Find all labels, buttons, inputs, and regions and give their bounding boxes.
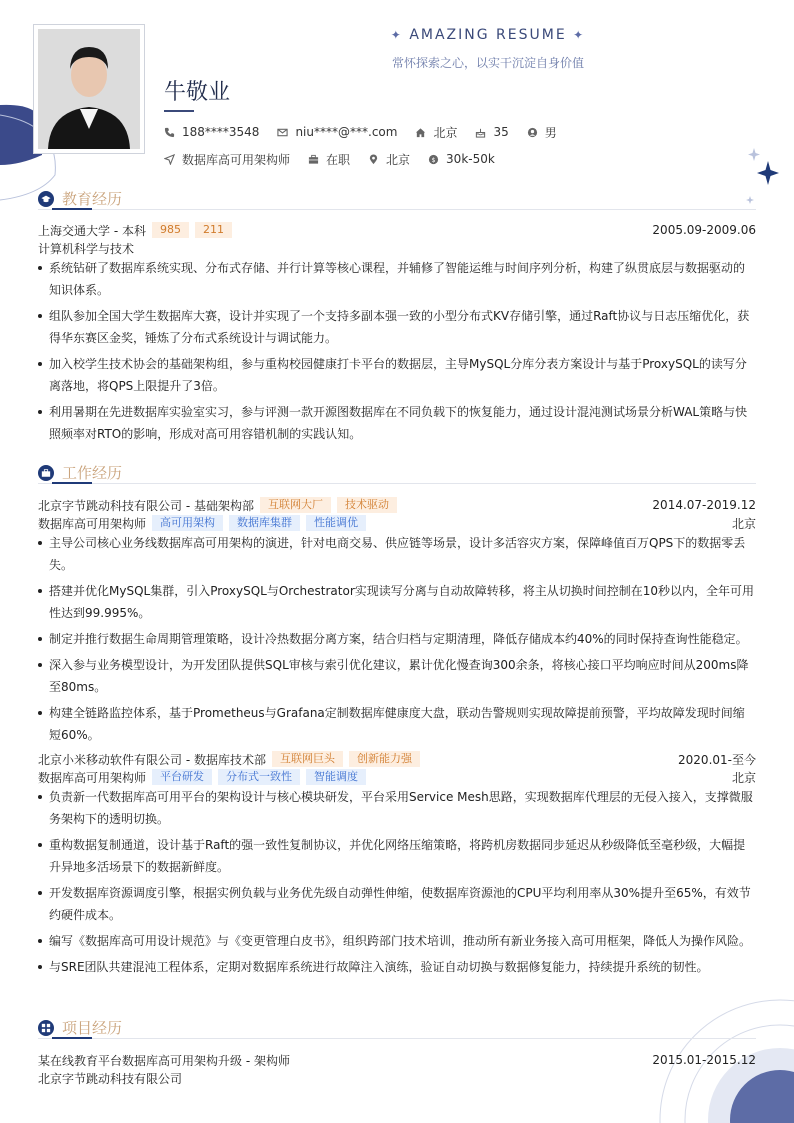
- role-tag: 性能调优: [306, 515, 366, 531]
- work-role-row: [38, 514, 756, 532]
- list-item: 利用暑期在先进数据库实验室实习，参与评测一款开源图数据库在不同负载下的恢复能力，通过设计混沌测试场景分析WAL策略与快照频率对RTO的影响，形成对高可用容错机制的实践认知。: [38, 401, 756, 445]
- company-tag: 互联网大厂: [260, 497, 331, 513]
- section-divider: [38, 209, 756, 210]
- company-tag: 技术驱动: [337, 497, 397, 513]
- user-icon: [527, 127, 538, 138]
- briefcase-icon: [308, 154, 319, 165]
- gender-text: 男: [544, 125, 557, 140]
- major-name: 计算机科学与技术: [38, 241, 135, 256]
- age-item: [475, 125, 508, 139]
- contact-row: [164, 124, 571, 140]
- position-text: 数据库高可用架构师: [182, 152, 291, 167]
- work-entry-header: [38, 496, 756, 514]
- cake-icon: [475, 127, 486, 138]
- status-text: 在职: [326, 152, 351, 167]
- school-tag: 985: [152, 222, 189, 238]
- project-entry-header: [38, 1051, 756, 1069]
- avatar: [38, 29, 140, 149]
- work-section-header: [38, 462, 756, 484]
- list-item: 加入校学生技术协会的基础架构组，参与重构校园健康打卡平台的数据层，主导MySQL分库分表方案设计与基于ProxySQL的读写分离落地，将QPS上限提升了3倍。: [38, 353, 756, 397]
- avatar-frame: [33, 24, 145, 154]
- email-icon: [277, 127, 288, 138]
- phone-item: [164, 125, 259, 139]
- role-name: 数据库高可用架构师: [38, 516, 147, 531]
- role-tag: 平台研发: [152, 769, 212, 785]
- list-item: 负责新一代数据库高可用平台的架构设计与核心模块研发，平台采用Service Mesh思路，实现数据库代理层的无侵入接入，支撑微服务架构下的透明切换。: [38, 786, 756, 830]
- city-text: 北京: [433, 125, 458, 140]
- resume-title-text: AMAZING RESUME: [409, 27, 567, 43]
- list-item: 编写《数据库高可用设计规范》与《变更管理白皮书》，组织跨部门技术培训，推动所有新业务接入高可用框架，降低人为操作风险。: [38, 930, 756, 952]
- company-name: 北京字节跳动科技有限公司 - 基础架构部: [38, 498, 254, 513]
- education-major-row: [38, 239, 756, 257]
- resume-title: ✦ AMAZING RESUME ✦: [390, 27, 586, 43]
- list-item: 构建全链路监控体系，基于Prometheus与Grafana定制数据库健康度大盘，联动告警规则实现故障提前预警，平均故障发现时间缩短60%。: [38, 702, 756, 746]
- list-item: 深入参与业务模型设计，为开发团队提供SQL审核与索引优化建议，累计优化慢查询300余条，将核心接口平均响应时间从200ms降至80ms。: [38, 654, 756, 698]
- work-bullets: [38, 786, 756, 982]
- list-item: 主导公司核心业务线数据库高可用架构的演进，针对电商交易、供应链等场景，设计多活容灾方案，保障峰值百万QPS下的数据零丢失。: [38, 532, 756, 576]
- list-item: 开发数据库资源调度引擎，根据实例负载与业务优先级自动弹性伸缩，使数据库资源池的CPU平均利用率从30%提升至65%，有效节约硬件成本。: [38, 882, 756, 926]
- work-location: 北京: [731, 770, 756, 785]
- education-date: 2005.09-2009.06: [652, 223, 756, 237]
- work-location: 北京: [731, 516, 756, 531]
- project-company-row: [38, 1069, 756, 1087]
- education-bullets: [38, 257, 756, 449]
- project-company: 北京字节跳动科技有限公司: [38, 1071, 183, 1086]
- briefcase-section-icon: [38, 465, 54, 481]
- section-divider: [38, 1038, 756, 1039]
- salary-text: 30k-50k: [446, 152, 495, 166]
- email-item: [277, 125, 397, 139]
- work-date: 2014.07-2019.12: [652, 498, 756, 512]
- home-icon: [415, 127, 426, 138]
- work-role-row: [38, 768, 756, 786]
- age-text: 35: [493, 125, 509, 139]
- location-pin-icon: [368, 154, 379, 165]
- project-date: 2015.01-2015.12: [652, 1053, 756, 1067]
- school-name: 上海交通大学 - 本科: [38, 223, 146, 238]
- position-item: [164, 151, 290, 168]
- list-item: 系统钻研了数据库系统实现、分布式存储、并行计算等核心课程，并辅修了智能运维与时间序列分析，构建了纵贯底层与数据驱动的知识体系。: [38, 257, 756, 301]
- salary-item: [428, 152, 495, 166]
- school-tag: 211: [195, 222, 232, 238]
- project-section-title: 项目经历: [62, 1019, 123, 1037]
- education-section-title: 教育经历: [62, 190, 123, 208]
- role-tag: 高可用架构: [152, 515, 223, 531]
- candidate-name: 牛敬业: [164, 80, 231, 105]
- section-divider: [38, 483, 756, 484]
- phone-text: 188****3548: [182, 125, 260, 139]
- education-entry-header: [38, 221, 756, 239]
- company-tag: 创新能力强: [349, 751, 420, 767]
- list-item: 组队参加全国大学生数据库大赛，设计并实现了一个支持多副本强一致的小型分布式KV存储引擎，通过Raft协议与日志压缩优化，获得华东赛区金奖，锤炼了分布式系统设计与调试能力。: [38, 305, 756, 349]
- list-item: 重构数据复制通道，设计基于Raft的强一致性复制协议，并优化网络压缩策略，将跨机房数据同步延迟从秒级降低至毫秒级，大幅提升异地多活场景下的数据新鲜度。: [38, 834, 756, 878]
- money-icon: [428, 154, 439, 165]
- svg-text:$: $: [431, 155, 436, 164]
- role-tag: 分布式一致性: [218, 769, 300, 785]
- city-item: [415, 124, 457, 141]
- phone-icon: [164, 127, 175, 138]
- work-section-title: 工作经历: [62, 464, 123, 482]
- status-item: [308, 151, 350, 168]
- role-name: 数据库高可用架构师: [38, 770, 147, 785]
- role-tag: 数据库集群: [229, 515, 300, 531]
- portrait-image: [38, 29, 140, 149]
- work-bullets: [38, 532, 756, 750]
- email-text: niu****@***.com: [295, 125, 398, 139]
- name-underline: [164, 110, 194, 112]
- work-entry-header: [38, 750, 756, 768]
- list-item: 制定并推行数据生命周期管理策略，设计冷热数据分离方案，结合归档与定期清理，降低存储成本约40%的同时保持查询性能稳定。: [38, 628, 756, 650]
- education-section-header: [38, 188, 756, 210]
- work-date: 2020.01-至今: [678, 752, 756, 767]
- section-divider-accent: [52, 208, 92, 210]
- company-tag: 互联网巨头: [272, 751, 343, 767]
- company-name: 北京小米移动软件有限公司 - 数据库技术部: [38, 752, 266, 767]
- section-divider-accent: [52, 1037, 92, 1039]
- section-divider-accent: [52, 482, 92, 484]
- send-icon: [164, 154, 175, 165]
- gender-item: [527, 124, 557, 141]
- list-item: 与SRE团队共建混沌工程体系，定期对数据库系统进行故障注入演练，验证自动切换与数据修复能力，持续提升系统的韧性。: [38, 956, 756, 978]
- target-city-item: [368, 151, 410, 168]
- role-tag: 智能调度: [306, 769, 366, 785]
- target-city-text: 北京: [386, 152, 411, 167]
- list-item: 搭建并优化MySQL集群，引入ProxySQL与Orchestrator实现读写分离与自动故障转移，将主从切换时间控制在10秒以内，全年可用性达到99.995%。: [38, 580, 756, 624]
- resume-subtitle: 常怀探索之心，以实干沉淀自身价值: [391, 56, 584, 70]
- job-intent-row: [164, 151, 509, 167]
- grid-icon: [38, 1020, 54, 1036]
- graduation-cap-icon: [38, 191, 54, 207]
- project-title: 某在线教育平台数据库高可用架构升级 - 架构师: [38, 1053, 290, 1068]
- project-section-header: [38, 1017, 756, 1039]
